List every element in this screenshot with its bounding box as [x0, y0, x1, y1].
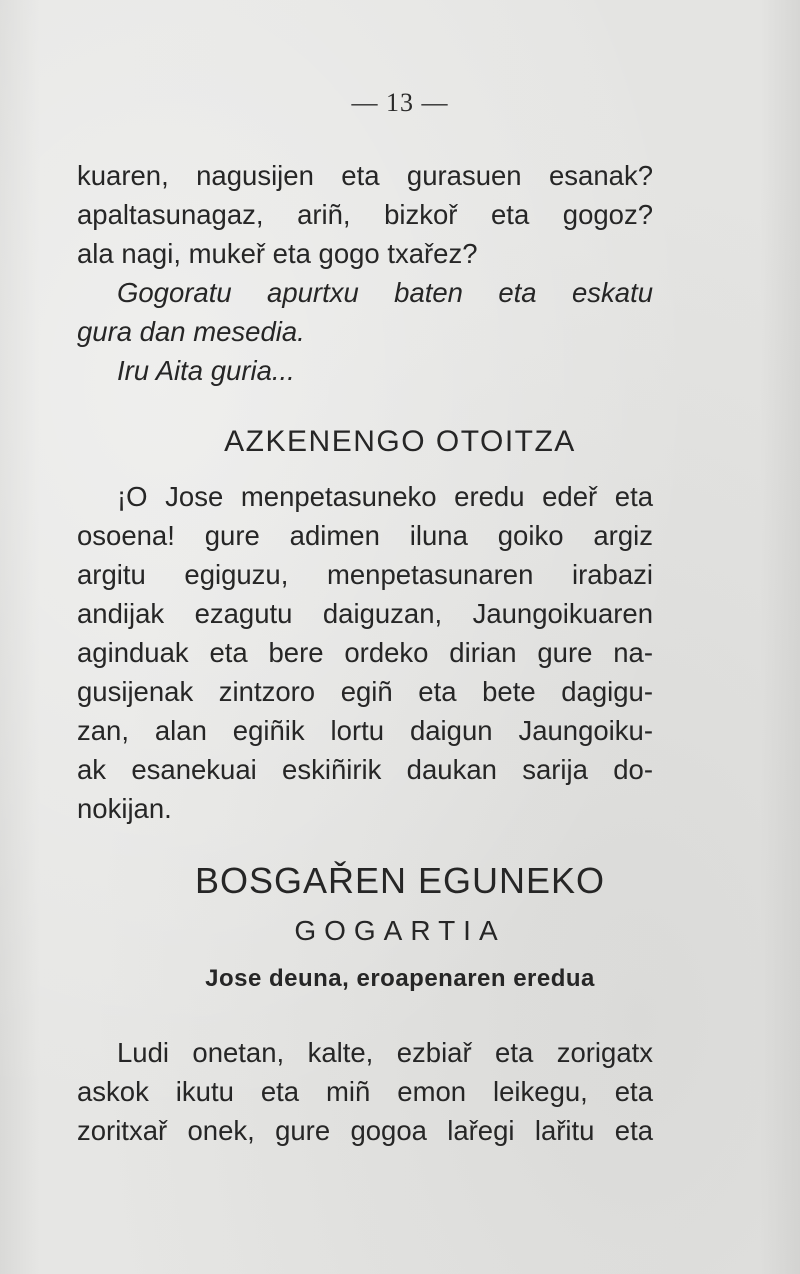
- text-line: aginduak eta bere ordeko dirian gure na-: [77, 637, 653, 668]
- text-line: ala nagi, mukeř eta gogo txařez?: [77, 238, 478, 269]
- text-line: askok ikutu eta miñ emon leikegu, eta: [77, 1076, 653, 1107]
- page-number: — 13 —: [351, 88, 449, 117]
- italic-line: Gogoratu apurtxu baten eta eskatu: [117, 277, 653, 308]
- text-line: ak esanekuai eskiñirik daukan sarija do-: [77, 754, 653, 785]
- text-line: gusijenak zintzoro egiñ eta bete dagigu-: [77, 676, 653, 707]
- chapter-title: BOSGAŘEN EGUNEKO: [194, 860, 606, 901]
- text-line: nokijan.: [77, 793, 172, 824]
- text-line: apaltasunagaz, ariñ, bizkoř eta gogoz?: [77, 199, 653, 230]
- italic-line: gura dan mesedia.: [77, 316, 305, 347]
- text-line: andijak ezagutu daiguzan, Jaungoikuaren: [77, 598, 653, 629]
- text-line: zan, alan egiñik lortu daigun Jaungoiku-: [77, 715, 653, 746]
- text-line: kuaren, nagusijen eta gurasuen esanak?: [77, 160, 653, 191]
- text-line: zoritxař onek, gure gogoa lařegi lařitu eta: [77, 1115, 653, 1146]
- meditation-title: Jose deuna, eroapenaren eredua: [205, 965, 595, 992]
- text-line: ¡O Jose menpetasuneko eredu edeř eta: [117, 481, 653, 512]
- intro-paragraph: [77, 156, 653, 390]
- prayer-paragraph: [77, 477, 653, 828]
- meditation-paragraph: [77, 1033, 653, 1150]
- chapter-subtitle: GOGARTIA: [294, 915, 506, 946]
- italic-line: Iru Aita guria...: [117, 355, 295, 386]
- section-heading: AZKENENGO OTOITZA: [224, 425, 576, 458]
- text-line: argitu egiguzu, menpetasunaren irabazi: [77, 559, 653, 590]
- text-line: Ludi onetan, kalte, ezbiař eta zorigatx: [117, 1037, 653, 1068]
- text-line: osoena! gure adimen iluna goiko argiz: [77, 520, 653, 551]
